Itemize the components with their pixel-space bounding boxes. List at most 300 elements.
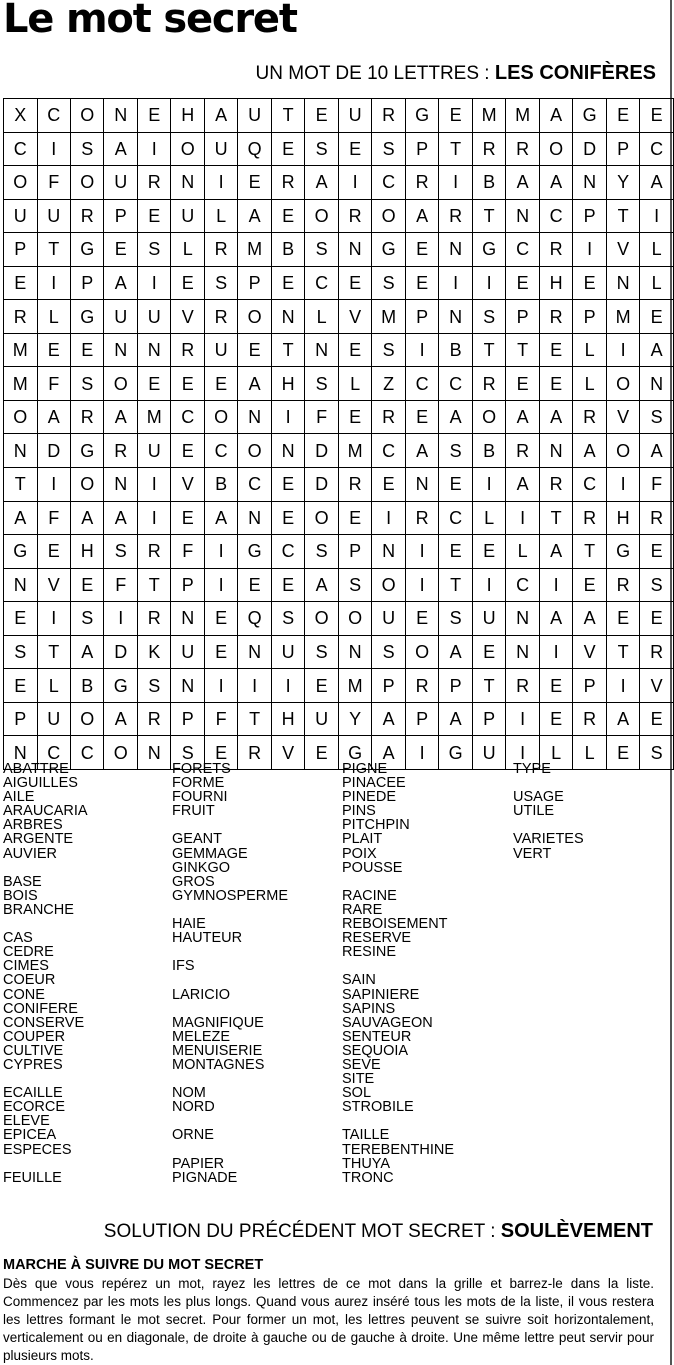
word-list-column-1: [3, 762, 88, 1185]
grid-cell: A: [104, 266, 137, 300]
grid-cell: F: [104, 568, 137, 602]
grid-cell: C: [372, 166, 406, 200]
grid-cell: U: [238, 99, 272, 133]
grid-cell: E: [271, 468, 304, 502]
grid-cell: V: [640, 669, 674, 703]
word-list-item: PINEDE: [342, 789, 396, 806]
word-list-item: CONE: [3, 986, 45, 1003]
word-list-item: IFS: [172, 958, 195, 975]
word-list-item: FEUILLE: [3, 1169, 62, 1186]
grid-cell: R: [439, 199, 472, 233]
grid-cell: E: [204, 635, 237, 669]
grid-cell: P: [606, 132, 640, 166]
grid-cell: I: [405, 736, 438, 770]
grid-cell: I: [405, 535, 438, 569]
grid-cell: E: [204, 367, 237, 401]
grid-row: [4, 199, 674, 233]
grid-cell: T: [137, 568, 171, 602]
grid-cell: E: [271, 132, 304, 166]
word-list-item: SITE: [342, 1071, 375, 1088]
grid-cell: V: [606, 233, 640, 267]
grid-cell: F: [37, 501, 70, 535]
grid-cell: E: [238, 166, 272, 200]
word-list-spacer: [172, 1114, 288, 1128]
grid-cell: B: [472, 166, 506, 200]
grid-cell: I: [506, 702, 540, 736]
grid-cell: V: [37, 568, 70, 602]
grid-cell: M: [338, 669, 372, 703]
word-list-item: ORNE: [172, 1127, 214, 1144]
grid-cell: S: [305, 367, 338, 401]
grid-cell: P: [573, 199, 606, 233]
grid-cell: I: [405, 568, 438, 602]
grid-cell: E: [204, 602, 237, 636]
word-list-item: TRONC: [342, 1169, 394, 1186]
grid-cell: E: [271, 501, 304, 535]
grid-cell: V: [606, 400, 640, 434]
word-list-column-4: [513, 762, 584, 861]
word-list-item: ELEVE: [3, 1113, 50, 1130]
grid-cell: A: [104, 132, 137, 166]
word-list-spacer: [172, 903, 288, 917]
grid-cell: I: [104, 602, 137, 636]
word-list-item: MONTAGNES: [172, 1056, 265, 1073]
word-list-item: REBOISEMENT: [342, 916, 448, 933]
grid-cell: H: [539, 266, 572, 300]
instructions-text: Dès que vous repérez un mot, rayez les lettres de ce mot dans la grille et barrez-le dans la liste. Commencez par les mots les plus longs. Quand vous aurez inséré tous les mots de la liste, il vous restera les lettres formant le mot secret. Pour former un mot, les lettres peuvent se suivre soit horizontalement, verticalement ou en diagonale, de droite à gauche ou de gauche à droite. Une même lettre peut servir pour plusieurs mots.: [3, 1276, 654, 1363]
grid-cell: S: [640, 736, 674, 770]
word-list-item: BASE: [3, 873, 42, 890]
grid-cell: S: [70, 602, 103, 636]
grid-cell: P: [573, 300, 606, 334]
grid-cell: C: [4, 132, 38, 166]
word-list-item: VARIETES: [513, 831, 584, 848]
word-list-item: THUYA: [342, 1155, 391, 1172]
grid-cell: A: [640, 166, 674, 200]
grid-cell: R: [539, 233, 572, 267]
grid-cell: L: [573, 333, 606, 367]
grid-cell: A: [405, 434, 438, 468]
grid-cell: L: [539, 736, 572, 770]
grid-cell: S: [338, 568, 372, 602]
grid-cell: N: [506, 635, 540, 669]
grid-cell: F: [640, 468, 674, 502]
grid-cell: E: [338, 266, 372, 300]
grid-cell: E: [405, 233, 438, 267]
word-list-spacer: [342, 875, 454, 889]
grid-cell: L: [37, 669, 70, 703]
grid-cell: U: [104, 300, 137, 334]
grid-cell: T: [472, 199, 506, 233]
grid-cell: N: [104, 468, 137, 502]
grid-cell: G: [4, 535, 38, 569]
word-list-spacer: [172, 818, 288, 832]
word-list-item: FORETS: [172, 761, 231, 777]
grid-cell: M: [506, 99, 540, 133]
word-list-item: RESINE: [342, 944, 396, 961]
word-list-item: SAPINS: [342, 1000, 396, 1017]
grid-cell: N: [137, 333, 171, 367]
grid-cell: T: [37, 233, 70, 267]
grid-cell: R: [372, 99, 406, 133]
grid-cell: R: [405, 669, 438, 703]
grid-cell: E: [4, 266, 38, 300]
grid-cell: C: [372, 434, 406, 468]
grid-cell: L: [640, 233, 674, 267]
grid-cell: G: [104, 669, 137, 703]
word-list-item: USAGE: [513, 789, 564, 806]
grid-row: [4, 702, 674, 736]
grid-cell: V: [338, 300, 372, 334]
word-list-item: CULTIVE: [3, 1042, 64, 1059]
grid-cell: U: [171, 199, 204, 233]
grid-cell: C: [640, 132, 674, 166]
word-list-item: COUPER: [3, 1028, 66, 1045]
grid-cell: H: [171, 99, 204, 133]
grid-cell: E: [439, 535, 472, 569]
grid-cell: N: [238, 400, 272, 434]
letter-grid: [3, 98, 674, 770]
grid-cell: O: [539, 132, 572, 166]
grid-cell: E: [606, 736, 640, 770]
grid-cell: G: [405, 99, 438, 133]
grid-cell: C: [573, 468, 606, 502]
word-list-item: FRUIT: [172, 803, 215, 820]
grid-row: [4, 434, 674, 468]
grid-cell: A: [104, 501, 137, 535]
grid-cell: S: [104, 535, 137, 569]
grid-cell: B: [472, 434, 506, 468]
grid-cell: I: [37, 602, 70, 636]
grid-cell: A: [606, 702, 640, 736]
grid-row: [4, 501, 674, 535]
grid-cell: N: [338, 635, 372, 669]
grid-cell: R: [70, 199, 103, 233]
grid-cell: O: [305, 501, 338, 535]
word-list-item: LARICIO: [172, 986, 231, 1003]
grid-cell: A: [4, 501, 38, 535]
grid-cell: Y: [606, 166, 640, 200]
grid-cell: R: [4, 300, 38, 334]
grid-cell: S: [4, 635, 38, 669]
grid-cell: E: [472, 635, 506, 669]
grid-cell: A: [305, 166, 338, 200]
previous-solution: [104, 1220, 653, 1243]
word-list-item: STROBILE: [342, 1099, 414, 1116]
grid-cell: D: [573, 132, 606, 166]
grid-cell: U: [104, 166, 137, 200]
grid-cell: E: [640, 602, 674, 636]
word-list-item: GEMMAGE: [172, 845, 248, 862]
grid-cell: H: [271, 702, 304, 736]
grid-cell: O: [104, 367, 137, 401]
grid-cell: P: [238, 266, 272, 300]
grid-cell: T: [539, 501, 572, 535]
grid-cell: O: [104, 736, 137, 770]
grid-cell: G: [372, 233, 406, 267]
grid-cell: A: [539, 166, 572, 200]
grid-cell: X: [4, 99, 38, 133]
word-list-item: POUSSE: [342, 859, 403, 876]
grid-cell: R: [506, 132, 540, 166]
grid-cell: O: [70, 166, 103, 200]
grid-cell: P: [405, 300, 438, 334]
grid-cell: C: [506, 233, 540, 267]
grid-cell: G: [573, 99, 606, 133]
word-list-item: AUVIER: [3, 845, 57, 862]
grid-cell: U: [204, 333, 237, 367]
grid-cell: S: [305, 535, 338, 569]
grid-cell: T: [506, 333, 540, 367]
grid-cell: E: [405, 266, 438, 300]
grid-cell: P: [573, 669, 606, 703]
grid-cell: Z: [372, 367, 406, 401]
grid-cell: A: [372, 736, 406, 770]
grid-cell: I: [506, 736, 540, 770]
grid-cell: I: [271, 669, 304, 703]
subtitle-prefix: UN MOT DE 10 LETTRES :: [255, 63, 495, 84]
grid-cell: Y: [338, 702, 372, 736]
grid-row: [4, 602, 674, 636]
grid-cell: N: [271, 300, 304, 334]
grid-cell: M: [137, 400, 171, 434]
grid-cell: N: [506, 602, 540, 636]
grid-cell: N: [104, 333, 137, 367]
grid-cell: R: [573, 501, 606, 535]
grid-cell: C: [405, 367, 438, 401]
word-list-item: SOL: [342, 1085, 372, 1102]
grid-cell: O: [238, 300, 272, 334]
grid-cell: P: [104, 199, 137, 233]
grid-cell: A: [506, 468, 540, 502]
word-list-item: ARBRES: [3, 817, 63, 834]
grid-cell: D: [104, 635, 137, 669]
grid-cell: M: [338, 434, 372, 468]
grid-cell: T: [271, 333, 304, 367]
grid-cell: H: [271, 367, 304, 401]
solution-answer: SOULÈVEMENT: [500, 1220, 653, 1242]
grid-cell: C: [271, 535, 304, 569]
grid-cell: E: [439, 468, 472, 502]
grid-cell: P: [439, 669, 472, 703]
grid-cell: A: [573, 434, 606, 468]
grid-cell: O: [606, 367, 640, 401]
word-list-item: TYPE: [513, 761, 551, 777]
grid-cell: E: [640, 702, 674, 736]
grid-cell: N: [171, 669, 204, 703]
grid-cell: E: [506, 266, 540, 300]
grid-cell: N: [640, 367, 674, 401]
grid-cell: N: [171, 602, 204, 636]
word-list-item: AIGUILLES: [3, 775, 78, 792]
grid-cell: E: [472, 535, 506, 569]
grid-cell: L: [573, 367, 606, 401]
grid-cell: E: [338, 400, 372, 434]
grid-cell: G: [338, 736, 372, 770]
grid-cell: P: [171, 568, 204, 602]
grid-cell: T: [271, 99, 304, 133]
grid-cell: M: [4, 367, 38, 401]
grid-cell: S: [372, 266, 406, 300]
grid-cell: E: [137, 367, 171, 401]
grid-cell: M: [372, 300, 406, 334]
grid-cell: E: [573, 568, 606, 602]
word-list-item: FOURNI: [172, 789, 228, 806]
grid-cell: U: [472, 602, 506, 636]
grid-cell: I: [439, 166, 472, 200]
word-list-spacer: [342, 959, 454, 973]
grid-cell: I: [338, 166, 372, 200]
grid-cell: I: [372, 501, 406, 535]
grid-row: [4, 669, 674, 703]
grid-cell: A: [405, 199, 438, 233]
grid-cell: E: [37, 333, 70, 367]
puzzle-subtitle: [256, 62, 656, 85]
grid-cell: P: [472, 702, 506, 736]
grid-row: [4, 535, 674, 569]
grid-cell: T: [606, 199, 640, 233]
grid-cell: E: [338, 501, 372, 535]
grid-cell: T: [439, 568, 472, 602]
grid-cell: E: [539, 669, 572, 703]
word-list-item: CYPRES: [3, 1056, 63, 1073]
grid-cell: U: [137, 300, 171, 334]
grid-cell: E: [4, 602, 38, 636]
grid-row: [4, 233, 674, 267]
grid-cell: L: [506, 535, 540, 569]
grid-cell: G: [606, 535, 640, 569]
word-list-spacer: [3, 917, 88, 931]
grid-cell: S: [372, 635, 406, 669]
grid-cell: O: [338, 602, 372, 636]
grid-cell: C: [204, 434, 237, 468]
grid-cell: S: [640, 400, 674, 434]
grid-cell: S: [372, 132, 406, 166]
word-list-item: NORD: [172, 1099, 215, 1116]
grid-cell: U: [305, 702, 338, 736]
word-list-item: RACINE: [342, 887, 397, 904]
grid-cell: U: [271, 635, 304, 669]
grid-cell: R: [271, 166, 304, 200]
grid-cell: L: [573, 736, 606, 770]
grid-cell: A: [506, 400, 540, 434]
word-list-item: GYMNOSPERME: [172, 887, 289, 904]
grid-cell: O: [204, 400, 237, 434]
grid-cell: S: [305, 635, 338, 669]
grid-cell: F: [171, 535, 204, 569]
grid-cell: I: [472, 468, 506, 502]
grid-cell: S: [204, 266, 237, 300]
grid-cell: N: [4, 568, 38, 602]
word-list-item: CIMES: [3, 958, 49, 975]
word-list-item: PIGNE: [342, 761, 388, 777]
word-list-spacer: [172, 1002, 288, 1016]
grid-cell: E: [70, 568, 103, 602]
grid-cell: R: [640, 501, 674, 535]
grid-cell: T: [606, 635, 640, 669]
grid-cell: R: [171, 333, 204, 367]
word-list-item: FORME: [172, 775, 225, 792]
word-list-item: PITCHPIN: [342, 817, 410, 834]
grid-cell: E: [506, 367, 540, 401]
grid-cell: N: [4, 736, 38, 770]
word-list-item: ARGENTE: [3, 831, 74, 848]
grid-cell: I: [204, 568, 237, 602]
word-list-item: GEANT: [172, 831, 222, 848]
grid-cell: E: [305, 99, 338, 133]
word-list-item: MAGNIFIQUE: [172, 1014, 264, 1031]
grid-cell: O: [171, 132, 204, 166]
grid-cell: C: [238, 468, 272, 502]
grid-cell: E: [171, 434, 204, 468]
word-list-item: BRANCHE: [3, 901, 74, 918]
grid-cell: S: [439, 434, 472, 468]
grid-cell: G: [238, 535, 272, 569]
grid-cell: E: [238, 568, 272, 602]
grid-cell: E: [305, 736, 338, 770]
grid-cell: N: [137, 736, 171, 770]
grid-cell: U: [4, 199, 38, 233]
grid-cell: E: [4, 669, 38, 703]
grid-cell: Q: [238, 602, 272, 636]
word-list-spacer: [172, 1143, 288, 1157]
grid-cell: R: [405, 166, 438, 200]
grid-cell: I: [137, 132, 171, 166]
grid-cell: P: [506, 300, 540, 334]
grid-cell: O: [70, 702, 103, 736]
grid-cell: I: [137, 266, 171, 300]
grid-cell: O: [70, 99, 103, 133]
grid-row: [4, 166, 674, 200]
grid-cell: E: [606, 602, 640, 636]
grid-cell: E: [338, 132, 372, 166]
grid-row: [4, 468, 674, 502]
word-list-item: SEQUOIA: [342, 1042, 409, 1059]
word-list-item: ESPECES: [3, 1141, 72, 1158]
grid-cell: I: [405, 333, 438, 367]
grid-cell: M: [238, 233, 272, 267]
grid-cell: O: [4, 166, 38, 200]
grid-cell: E: [573, 266, 606, 300]
grid-cell: B: [204, 468, 237, 502]
grid-cell: L: [338, 367, 372, 401]
grid-cell: R: [204, 233, 237, 267]
grid-cell: E: [338, 333, 372, 367]
word-list-item: PAPIER: [172, 1155, 225, 1172]
grid-cell: I: [37, 468, 70, 502]
grid-cell: E: [640, 535, 674, 569]
word-list-item: ECORCE: [3, 1099, 66, 1116]
grid-row: [4, 132, 674, 166]
grid-cell: O: [238, 434, 272, 468]
grid-cell: R: [338, 199, 372, 233]
grid-cell: I: [539, 635, 572, 669]
grid-cell: V: [171, 468, 204, 502]
grid-cell: T: [4, 468, 38, 502]
grid-cell: T: [37, 635, 70, 669]
grid-cell: R: [506, 669, 540, 703]
grid-cell: U: [137, 434, 171, 468]
grid-cell: N: [539, 434, 572, 468]
grid-cell: R: [573, 702, 606, 736]
grid-cell: E: [70, 333, 103, 367]
grid-cell: R: [137, 166, 171, 200]
grid-cell: E: [372, 468, 406, 502]
grid-cell: E: [606, 99, 640, 133]
grid-cell: S: [70, 367, 103, 401]
grid-cell: E: [238, 333, 272, 367]
grid-cell: I: [640, 199, 674, 233]
